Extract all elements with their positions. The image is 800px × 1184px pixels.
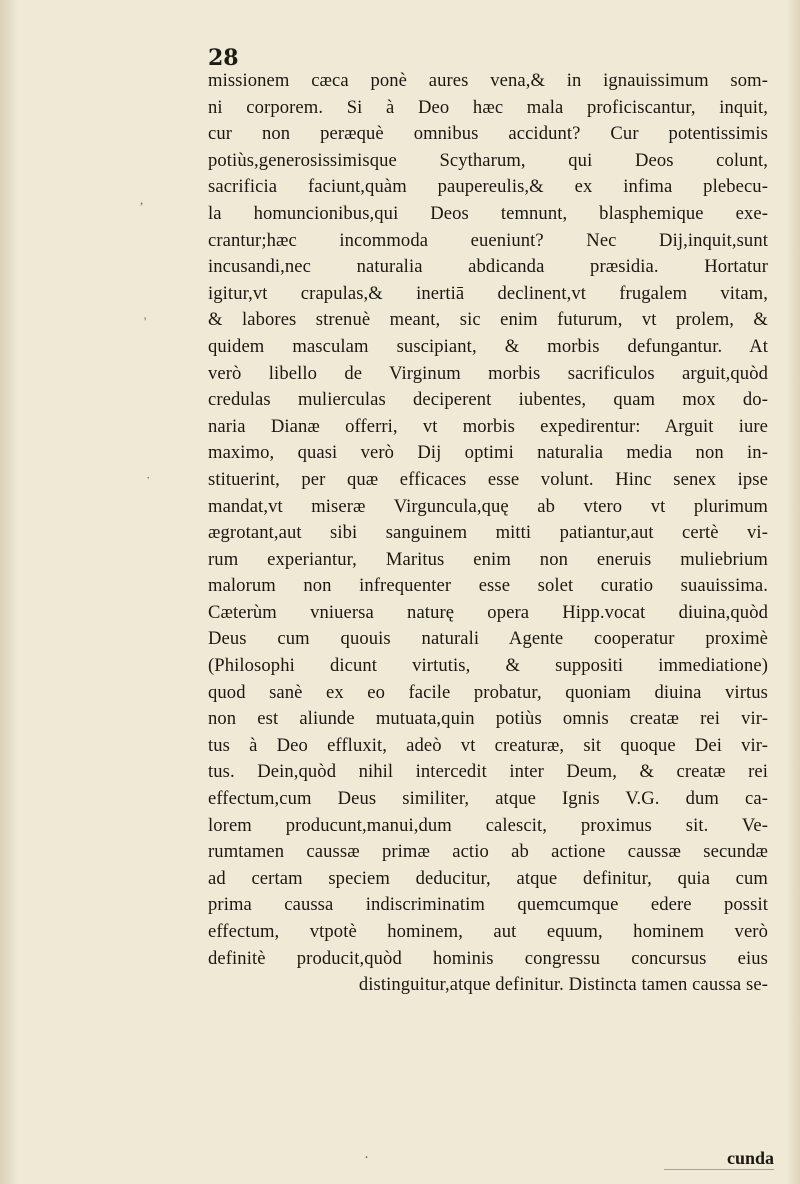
- text-line: stituerint, per quæ efficaces esse volunt. Hinc senex ipse: [208, 468, 768, 490]
- text-line: ni corporem. Si à Deo hæc mala proficiscantur, inquit,: [208, 96, 768, 118]
- body-text: [208, 68, 768, 999]
- margin-mark: ·: [146, 470, 151, 485]
- text-line: maximo, quasi verò Dij optimi naturalia media non in-: [208, 442, 768, 464]
- text-line: non est aliunde mutuata,quin potiùs omnis creatæ rei vir-: [208, 708, 768, 730]
- text-line: rum experiantur, Maritus enim non eneruis muliebrium: [208, 548, 768, 570]
- catchword: cunda: [664, 1148, 774, 1170]
- text-line: lorem producunt,manui,dum calescit, proximus sit. Ve-: [208, 814, 768, 836]
- margin-mark: ': [144, 314, 147, 329]
- book-page: [208, 45, 774, 1168]
- page-edge-shadow: [786, 0, 800, 1184]
- text-line: quod sanè ex eo facile probatur, quoniam diuina virtus: [208, 681, 768, 703]
- text-line: malorum non infrequenter esse solet curatio suauissima.: [208, 575, 768, 597]
- text-line: & labores strenuè meant, sic enim futurum, vt prolem, &: [208, 309, 768, 331]
- text-line: Deus cum quouis naturali Agente cooperatur proximè: [208, 628, 768, 650]
- text-line: effectum, vtpotè hominem, aut equum, hominem verò: [208, 921, 768, 942]
- page-gutter-shadow: [0, 0, 18, 1184]
- text-line: quidem masculam suscipiant, & morbis defungantur. At: [208, 335, 768, 357]
- text-line: distinguitur,atque definitur. Distincta tamen caussa se-: [358, 974, 768, 996]
- text-line: sacrificia faciunt,quàm paupereulis,& ex infima plebecu-: [208, 176, 768, 198]
- text-line: potiùs,generosissimisque Scytharum, qui Deos colunt,: [208, 149, 768, 171]
- text-line: credulas mulierculas deciperent iubentes, quam mox do-: [208, 389, 768, 411]
- text-line: tus. Dein,quòd nihil intercedit inter Deum, & creatæ rei: [208, 761, 768, 783]
- text-line: Cæterùm vniuersa naturę opera Hipp.vocat diuina,quòd: [208, 601, 768, 623]
- page-number: 28: [208, 45, 239, 71]
- text-line: incusandi,nec naturalia abdicanda præsidia. Hortatur: [208, 256, 768, 278]
- text-line: tus à Deo effluxit, adeò vt creaturæ, sit quoque Dei vir-: [208, 734, 768, 756]
- text-line: prima caussa indiscriminatim quemcumque edere possit: [208, 894, 768, 916]
- text-line: crantur;hæc incommoda eueniunt? Nec Dij,inquit,sunt: [208, 229, 768, 251]
- text-line: rumtamen caussæ primæ actio ab actione caussæ secundæ: [208, 841, 768, 863]
- text-line: mandat,vt miseræ Virguncula,quę ab vtero vt plurimum: [208, 495, 768, 517]
- text-line: verò libello de Virginum morbis sacrificulos arguit,quòd: [208, 362, 768, 384]
- margin-mark: ·: [364, 1150, 369, 1166]
- margin-mark: ,: [140, 192, 144, 207]
- text-line: cur non peræquè omnibus accidunt? Cur potentissimis: [208, 123, 768, 145]
- text-line: (Philosophi dicunt virtutis, & suppositi immediatione): [208, 655, 768, 677]
- text-line: ad certam speciem deducitur, atque definitur, quia cum: [208, 867, 768, 889]
- text-line: la homuncionibus,qui Deos temnunt, blasphemique exe-: [208, 202, 768, 224]
- text-line: definitè producit,quòd hominis congressu concursus eius: [208, 947, 768, 969]
- text-line: igitur,vt crapulas,& inertiā declinent,vt frugalem vitam,: [208, 282, 768, 304]
- text-line: naria Dianæ offerri, vt morbis expedirentur: Arguit iure: [208, 415, 768, 437]
- text-line: effectum,cum Deus similiter, atque Ignis V.G. dum ca-: [208, 788, 768, 810]
- text-line: missionem cæca ponè aures vena,& in ignauissimum som-: [208, 70, 768, 91]
- text-line: ægrotant,aut sibi sanguinem mitti patiantur,aut certè vi-: [208, 522, 768, 544]
